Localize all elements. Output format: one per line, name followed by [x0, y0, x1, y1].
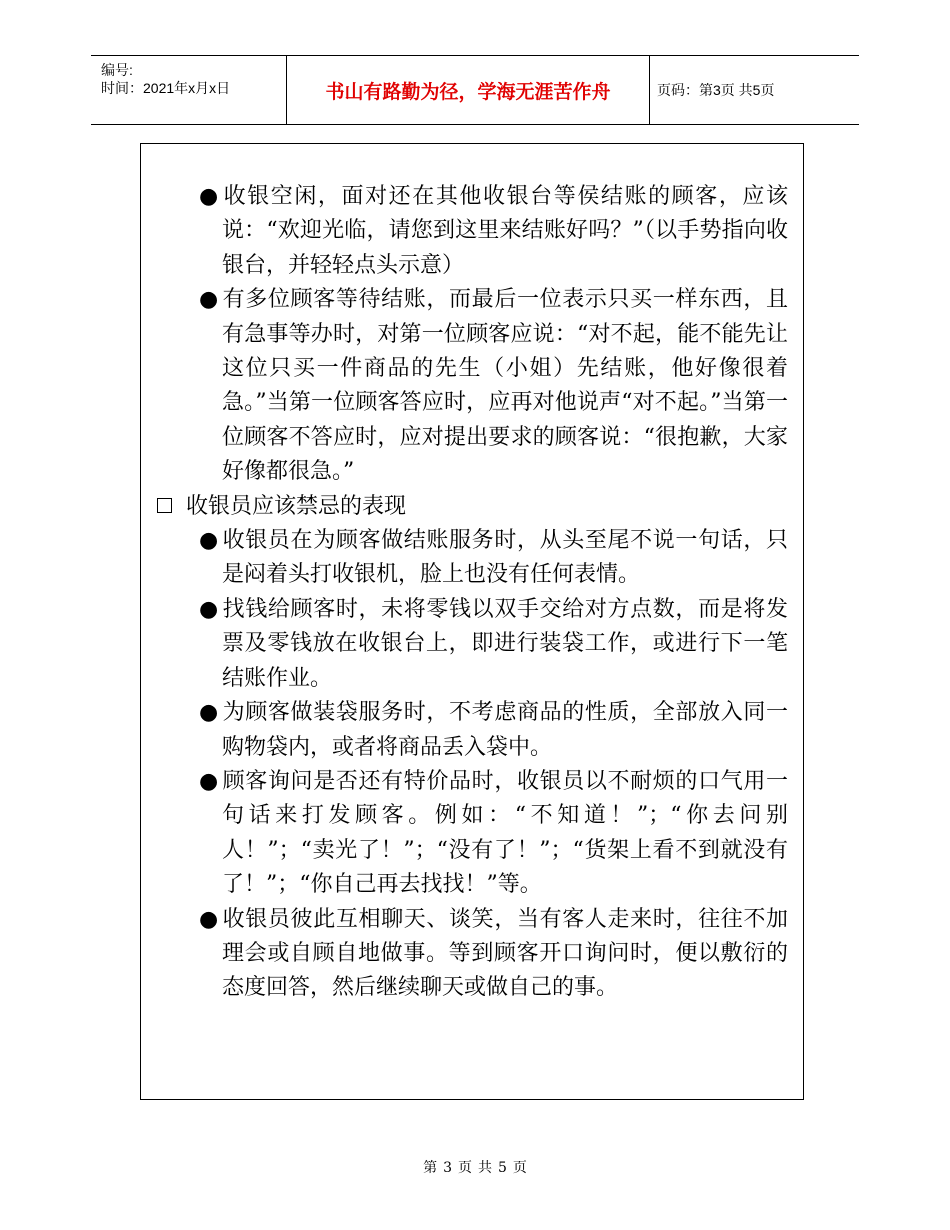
- document-number-label: 编号:: [101, 62, 133, 78]
- section-title: 收银员应该禁忌的表现: [186, 493, 407, 519]
- document-time-label: 时间：2021年x月x日: [101, 80, 231, 96]
- footer-total-pages: 5: [498, 1160, 507, 1176]
- list-item-text: 收银员在为顾客做结账服务时，从头至尾不说一句话，只是闷着头打收银机，脸上也没有任何表情。: [222, 528, 788, 588]
- bullet-icon: ●: [199, 700, 219, 726]
- page-header: [91, 55, 859, 125]
- list-item-text: 为顾客做装袋服务时，不考虑商品的性质，全部放入同一购物袋内，或者将商品丢入袋中。: [222, 700, 788, 760]
- list-item-text: 收银空闲，面对还在其他收银台等侯结账的顾客，应该说：“欢迎光临，请您到这里来结账好吗？”（以手势指向收银台，并轻轻点头示意）: [222, 184, 788, 278]
- list-item: [199, 524, 788, 593]
- footer-text: 页: [458, 1160, 472, 1176]
- list-item: [199, 180, 788, 283]
- footer-text: 共: [478, 1160, 492, 1176]
- list-item-text: 找钱给顾客时，未将零钱以双手交给对方点数，而是将发票及零钱放在收银台上，即进行装袋工作，或进行下一笔结账作业。: [222, 596, 788, 691]
- bullet-icon: ●: [199, 287, 219, 313]
- checkbox-icon: [157, 498, 172, 513]
- list-item: [199, 696, 788, 765]
- list-item-text: 收银员彼此互相聊天、谈笑，当有客人走来时，往往不加理会或自顾自地做事。等到顾客开口询问时，便以敷衍的态度回答，然后继续聊天或做自己的事。: [222, 906, 788, 1001]
- list-item-text: 有多位顾客等待结账，而最后一位表示只买一样东西，且有急事等办时，对第一位顾客应说：“对不起，能不能先让这位只买一件商品的先生（小姐）先结账，他好像很着急。”当第一位顾客答应时，应再对他说声“对不起。”当第一位顾客不答应时，应对提出要求的顾客说：“很抱歉，大家好像都很急。”: [222, 287, 788, 485]
- content-box: [140, 143, 804, 1100]
- page-footer: [0, 1157, 950, 1177]
- list-item: [199, 593, 788, 696]
- list-item: [199, 765, 788, 903]
- header-page-label: 页码：第3页 共5页: [657, 82, 775, 98]
- footer-current-page: 3: [443, 1160, 452, 1176]
- list-item: [199, 283, 788, 489]
- bullet-icon: ●: [199, 596, 219, 622]
- bullet-icon: ●: [199, 528, 219, 554]
- footer-text: 页: [512, 1160, 527, 1176]
- header-info-cell: [91, 56, 287, 124]
- bullet-icon: ●: [199, 184, 219, 209]
- list-item-text: 顾客询问是否还有特价品时，收银员以不耐烦的口气用一句话来打发顾客。例如：“不知道！”；“你去问别人！”；“卖光了！”；“没有了！”；“货架上看不到就没有了！”；“你自己再去找找！”等。: [222, 768, 788, 898]
- footer-text: 第: [423, 1160, 438, 1176]
- list-item: [199, 903, 788, 1006]
- header-motto: 书山有路勤为径，学海无涯苦作舟: [287, 56, 650, 124]
- bullet-icon: ●: [199, 768, 219, 794]
- section-heading: [157, 490, 805, 524]
- content-text: [141, 180, 805, 1006]
- bullet-icon: ●: [199, 906, 219, 932]
